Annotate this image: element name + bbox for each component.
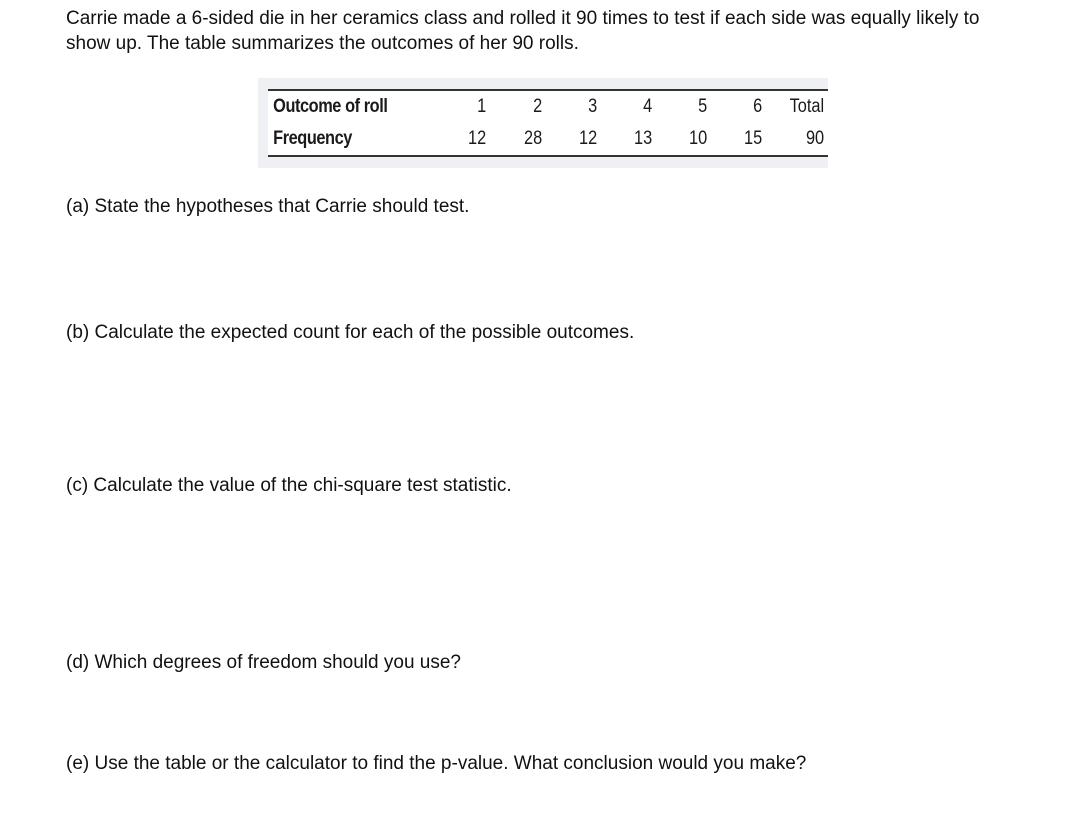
question-c: (c) Calculate the value of the chi-square test statistic. — [66, 475, 512, 496]
frequency-table-panel — [258, 78, 828, 168]
frequency-table — [268, 89, 828, 157]
outcome-row — [268, 90, 828, 123]
question-d: (d) Which degrees of freedom should you use? — [66, 652, 461, 673]
frequency-cell: 12 — [549, 123, 596, 156]
frequency-row-label: Frequency — [268, 123, 409, 156]
question-e: (e) Use the table or the calculator to find the p-value. What conclusion would you make? — [66, 753, 807, 774]
question-b: (b) Calculate the expected count for each of the possible outcomes. — [66, 322, 635, 343]
outcome-cell: 2 — [494, 90, 541, 123]
outcome-cell: 5 — [660, 90, 707, 123]
outcome-row-label: Outcome of roll — [268, 90, 409, 123]
outcome-cell: 6 — [715, 90, 762, 123]
frequency-cell: 15 — [715, 123, 762, 156]
frequency-cell: 13 — [605, 123, 652, 156]
problem-intro: Carrie made a 6-sided die in her ceramics class and rolled it 90 times to test if each side was equally likely to show up. The table summarizes the outcomes of her 90 rolls. — [66, 8, 980, 54]
outcome-cell: 1 — [439, 90, 486, 123]
frequency-cell: 12 — [439, 123, 486, 156]
outcome-total-header: Total — [772, 90, 828, 123]
outcome-cell: 3 — [549, 90, 596, 123]
frequency-total: 90 — [772, 123, 828, 156]
outcome-cell: 4 — [605, 90, 652, 123]
frequency-cell: 10 — [660, 123, 707, 156]
frequency-cell: 28 — [494, 123, 541, 156]
question-a: (a) State the hypotheses that Carrie should test. — [66, 196, 470, 217]
frequency-row — [268, 123, 828, 156]
